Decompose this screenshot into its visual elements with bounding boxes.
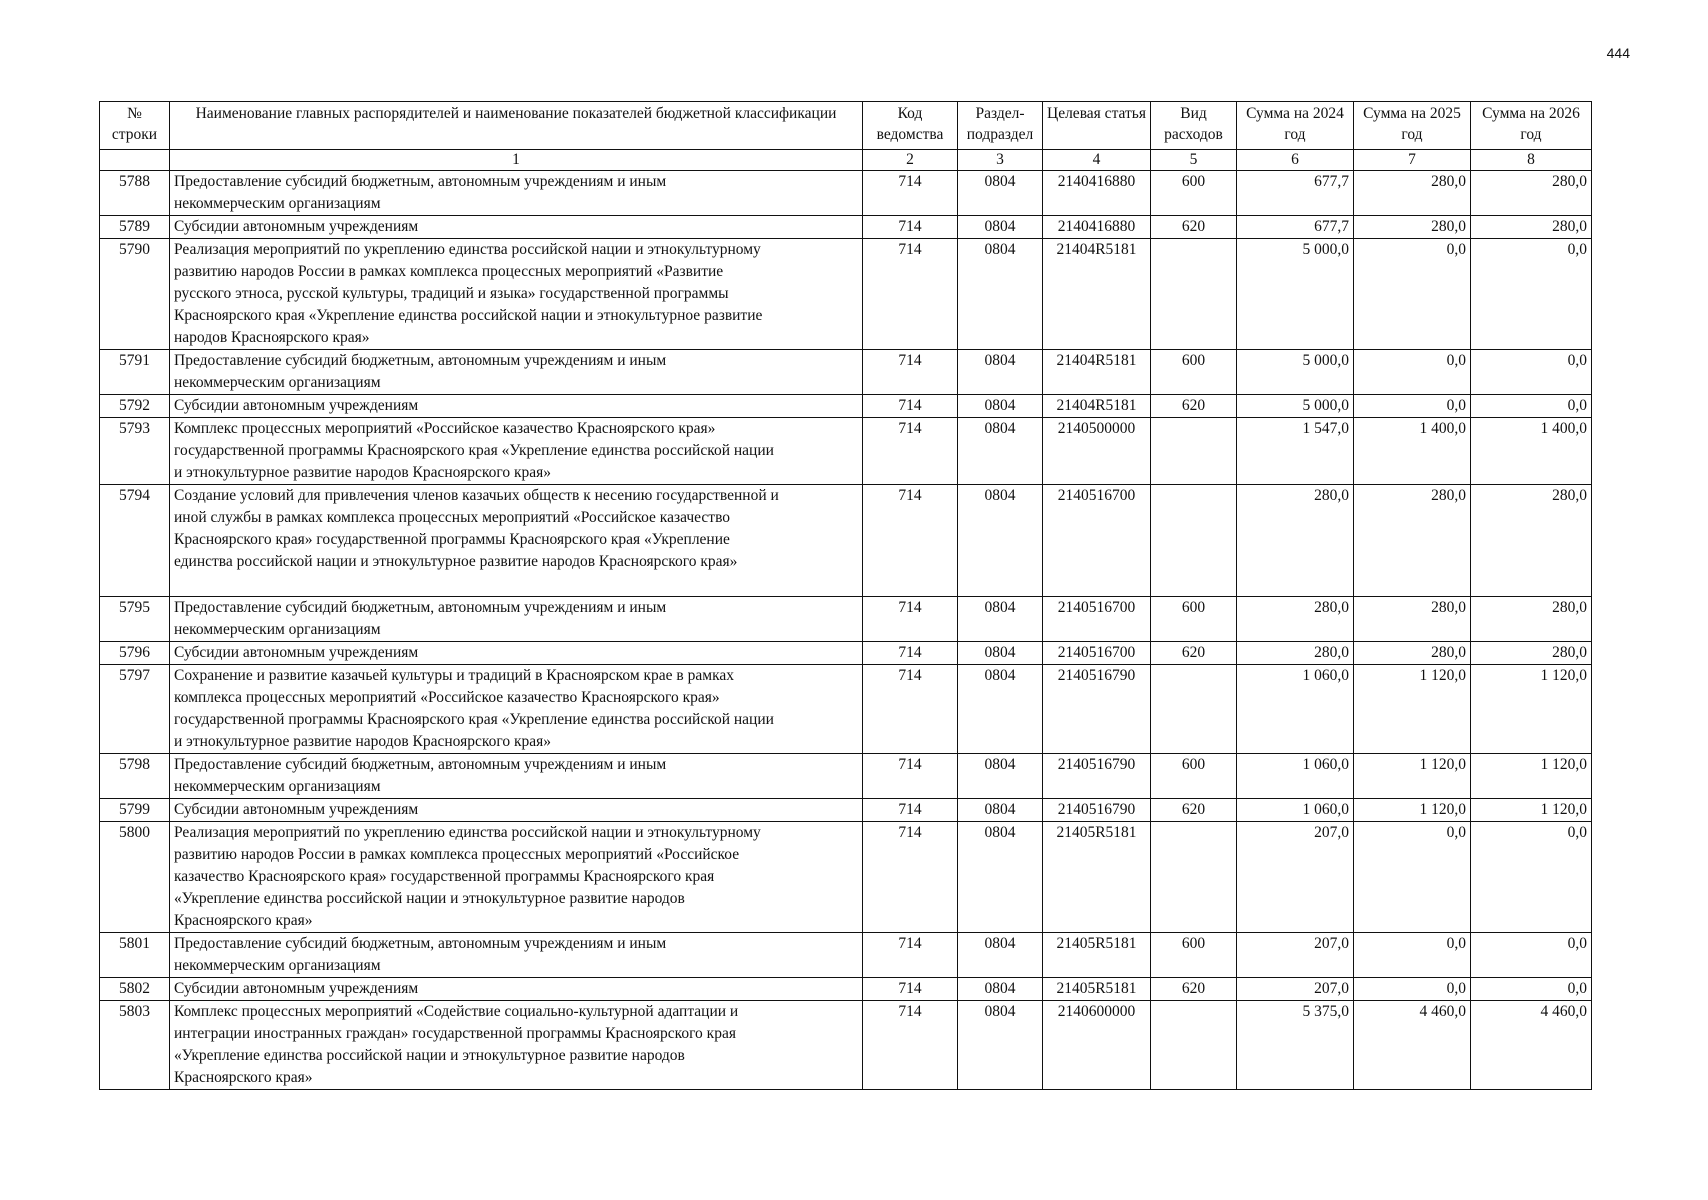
row-target-article: 21404R5181: [1043, 395, 1151, 418]
row-sum-2025: 0,0: [1354, 978, 1471, 1001]
row-name: Сохранение и развитие казачьей культуры и традиций в Красноярском крае в рамках комплекса процессных мероприятий «Российское казачество Красноярского края» государственной программы Красноярского края «Укрепление единства российской нации и этнокультурное развитие народов Красноярского края»: [170, 665, 863, 754]
row-expense-type: [1151, 418, 1237, 485]
table-row: [100, 799, 1592, 822]
row-sum-2026: 280,0: [1471, 485, 1592, 597]
row-section: 0804: [958, 642, 1043, 665]
table-row: [100, 171, 1592, 216]
header-target-article: Целевая статья: [1043, 102, 1151, 150]
budget-table: [99, 101, 1592, 1090]
row-expense-type: 620: [1151, 216, 1237, 239]
row-sum-2026: 280,0: [1471, 216, 1592, 239]
row-target-article: 21405R5181: [1043, 978, 1151, 1001]
row-name: Реализация мероприятий по укреплению единства российской нации и этнокультурному развитию народов России в рамках комплекса процессных мероприятий «Развитие русского этноса, русской культуры, традиций и языка» государственной программы Красноярского края «Укрепление единства российской нации и этнокультурное развитие народов Красноярского края»: [170, 239, 863, 350]
row-expense-type: 600: [1151, 171, 1237, 216]
row-sum-2026: 280,0: [1471, 597, 1592, 642]
column-number: 5: [1151, 150, 1237, 171]
row-target-article: 2140516700: [1043, 597, 1151, 642]
row-expense-type: 600: [1151, 933, 1237, 978]
row-name: Предоставление субсидий бюджетным, автономным учреждениям и иным некоммерческим организациям: [170, 597, 863, 642]
row-target-article: 2140516790: [1043, 799, 1151, 822]
row-sum-2024: 1 060,0: [1237, 754, 1354, 799]
row-sum-2024: 280,0: [1237, 642, 1354, 665]
row-section: 0804: [958, 1001, 1043, 1090]
row-target-article: 2140600000: [1043, 1001, 1151, 1090]
row-expense-type: 600: [1151, 597, 1237, 642]
row-expense-type: [1151, 1001, 1237, 1090]
column-number: 6: [1237, 150, 1354, 171]
row-sum-2025: 280,0: [1354, 597, 1471, 642]
row-number: 5796: [100, 642, 170, 665]
row-target-article: 21405R5181: [1043, 933, 1151, 978]
row-sum-2024: 5 000,0: [1237, 395, 1354, 418]
row-expense-type: [1151, 239, 1237, 350]
row-number: 5790: [100, 239, 170, 350]
table-row: [100, 395, 1592, 418]
row-sum-2024: 207,0: [1237, 822, 1354, 933]
row-number: 5803: [100, 1001, 170, 1090]
row-number: 5800: [100, 822, 170, 933]
row-number: 5795: [100, 597, 170, 642]
row-department-code: 714: [863, 822, 958, 933]
row-sum-2025: 1 400,0: [1354, 418, 1471, 485]
row-expense-type: 620: [1151, 395, 1237, 418]
table-row: [100, 597, 1592, 642]
column-number: 8: [1471, 150, 1592, 171]
row-department-code: 714: [863, 978, 958, 1001]
table-row: [100, 754, 1592, 799]
header-row-number: № строки: [100, 102, 170, 150]
table-row: [100, 350, 1592, 395]
column-number: 2: [863, 150, 958, 171]
column-number: 7: [1354, 150, 1471, 171]
row-target-article: 2140416880: [1043, 171, 1151, 216]
row-department-code: 714: [863, 665, 958, 754]
row-expense-type: [1151, 822, 1237, 933]
column-number: [100, 150, 170, 171]
row-name: Субсидии автономным учреждениям: [170, 395, 863, 418]
row-department-code: 714: [863, 216, 958, 239]
row-name: Реализация мероприятий по укреплению единства российской нации и этнокультурному развитию народов России в рамках комплекса процессных мероприятий «Российское казачество Красноярского края» государственной программы Красноярского края «Укрепление единства российской нации и этнокультурное развитие народов Красноярского края»: [170, 822, 863, 933]
header-section: Раздел- подраздел: [958, 102, 1043, 150]
row-department-code: 714: [863, 642, 958, 665]
row-name: Комплекс процессных мероприятий «Российское казачество Красноярского края» государственной программы Красноярского края «Укрепление единства российской нации и этнокультурное развитие народов Красноярского края»: [170, 418, 863, 485]
row-target-article: 2140500000: [1043, 418, 1151, 485]
row-number: 5801: [100, 933, 170, 978]
row-sum-2025: 280,0: [1354, 216, 1471, 239]
row-sum-2026: 1 120,0: [1471, 799, 1592, 822]
row-name: Предоставление субсидий бюджетным, автономным учреждениям и иным некоммерческим организациям: [170, 933, 863, 978]
row-number: 5793: [100, 418, 170, 485]
row-expense-type: [1151, 485, 1237, 597]
row-section: 0804: [958, 597, 1043, 642]
row-sum-2024: 280,0: [1237, 485, 1354, 597]
row-sum-2024: 5 375,0: [1237, 1001, 1354, 1090]
row-department-code: 714: [863, 754, 958, 799]
row-section: 0804: [958, 216, 1043, 239]
row-sum-2026: 1 400,0: [1471, 418, 1592, 485]
row-sum-2024: 1 060,0: [1237, 665, 1354, 754]
row-sum-2026: 280,0: [1471, 171, 1592, 216]
column-number: 3: [958, 150, 1043, 171]
row-sum-2026: 1 120,0: [1471, 665, 1592, 754]
header-sum-2026: Сумма на 2026 год: [1471, 102, 1592, 150]
row-number: 5794: [100, 485, 170, 597]
row-number: 5798: [100, 754, 170, 799]
row-department-code: 714: [863, 933, 958, 978]
row-section: 0804: [958, 171, 1043, 216]
column-number: 1: [170, 150, 863, 171]
row-department-code: 714: [863, 418, 958, 485]
row-section: 0804: [958, 485, 1043, 597]
row-expense-type: 620: [1151, 978, 1237, 1001]
row-section: 0804: [958, 799, 1043, 822]
row-name: Субсидии автономным учреждениям: [170, 978, 863, 1001]
row-target-article: 2140416880: [1043, 216, 1151, 239]
row-expense-type: 600: [1151, 350, 1237, 395]
row-sum-2024: 5 000,0: [1237, 239, 1354, 350]
row-department-code: 714: [863, 485, 958, 597]
row-department-code: 714: [863, 171, 958, 216]
row-name: Субсидии автономным учреждениям: [170, 216, 863, 239]
row-sum-2026: 0,0: [1471, 978, 1592, 1001]
row-target-article: 21404R5181: [1043, 239, 1151, 350]
row-section: 0804: [958, 978, 1043, 1001]
row-sum-2025: 1 120,0: [1354, 799, 1471, 822]
row-name: Комплекс процессных мероприятий «Содействие социально-культурной адаптации и интеграции иностранных граждан» государственной программы Красноярского края «Укрепление единства российской нации и этнокультурное развитие народов Красноярского края»: [170, 1001, 863, 1090]
row-section: 0804: [958, 350, 1043, 395]
header-row: [100, 102, 1592, 150]
row-number: 5797: [100, 665, 170, 754]
row-sum-2024: 677,7: [1237, 171, 1354, 216]
row-number: 5799: [100, 799, 170, 822]
row-sum-2025: 0,0: [1354, 933, 1471, 978]
row-department-code: 714: [863, 1001, 958, 1090]
header-department-code: Код ведомства: [863, 102, 958, 150]
row-section: 0804: [958, 933, 1043, 978]
row-sum-2026: 4 460,0: [1471, 1001, 1592, 1090]
row-sum-2024: 677,7: [1237, 216, 1354, 239]
row-sum-2025: 0,0: [1354, 822, 1471, 933]
row-expense-type: 620: [1151, 799, 1237, 822]
table-row: [100, 239, 1592, 350]
row-name: Создание условий для привлечения членов казачьих обществ к несению государственной и иной службы в рамках комплекса процессных мероприятий «Российское казачество Красноярского края» государственной программы Красноярского края «Укрепление единства российской нации и этнокультурное развитие народов Красноярского края»: [170, 485, 863, 597]
row-sum-2025: 0,0: [1354, 395, 1471, 418]
row-target-article: 2140516790: [1043, 665, 1151, 754]
row-section: 0804: [958, 754, 1043, 799]
row-name: Предоставление субсидий бюджетным, автономным учреждениям и иным некоммерческим организациям: [170, 171, 863, 216]
row-section: 0804: [958, 822, 1043, 933]
row-sum-2025: 0,0: [1354, 239, 1471, 350]
row-number: 5789: [100, 216, 170, 239]
row-number: 5792: [100, 395, 170, 418]
row-sum-2024: 207,0: [1237, 933, 1354, 978]
table-row: [100, 642, 1592, 665]
row-sum-2026: 0,0: [1471, 350, 1592, 395]
row-sum-2024: 5 000,0: [1237, 350, 1354, 395]
page-number: 444: [1606, 45, 1630, 61]
row-expense-type: 600: [1151, 754, 1237, 799]
row-number: 5788: [100, 171, 170, 216]
row-sum-2024: 280,0: [1237, 597, 1354, 642]
row-sum-2026: 0,0: [1471, 239, 1592, 350]
row-department-code: 714: [863, 350, 958, 395]
row-number: 5802: [100, 978, 170, 1001]
table-row: [100, 418, 1592, 485]
row-target-article: 2140516790: [1043, 754, 1151, 799]
row-name: Предоставление субсидий бюджетным, автономным учреждениям и иным некоммерческим организациям: [170, 350, 863, 395]
table-row: [100, 822, 1592, 933]
column-numbers-row: [100, 150, 1592, 171]
row-sum-2025: 0,0: [1354, 350, 1471, 395]
table-row: [100, 665, 1592, 754]
header-expense-type: Вид расходов: [1151, 102, 1237, 150]
row-section: 0804: [958, 239, 1043, 350]
row-sum-2026: 0,0: [1471, 933, 1592, 978]
row-sum-2024: 1 060,0: [1237, 799, 1354, 822]
row-target-article: 2140516700: [1043, 485, 1151, 597]
table-row: [100, 485, 1592, 597]
table-row: [100, 933, 1592, 978]
row-sum-2026: 0,0: [1471, 822, 1592, 933]
row-sum-2025: 1 120,0: [1354, 665, 1471, 754]
row-sum-2025: 280,0: [1354, 171, 1471, 216]
row-sum-2025: 280,0: [1354, 642, 1471, 665]
row-target-article: 2140516700: [1043, 642, 1151, 665]
row-sum-2026: 1 120,0: [1471, 754, 1592, 799]
table-row: [100, 1001, 1592, 1090]
row-section: 0804: [958, 395, 1043, 418]
header-name: Наименование главных распорядителей и наименование показателей бюджетной классификации: [170, 102, 863, 150]
row-section: 0804: [958, 665, 1043, 754]
row-name: Субсидии автономным учреждениям: [170, 799, 863, 822]
row-sum-2024: 1 547,0: [1237, 418, 1354, 485]
column-number: 4: [1043, 150, 1151, 171]
row-sum-2025: 4 460,0: [1354, 1001, 1471, 1090]
row-target-article: 21405R5181: [1043, 822, 1151, 933]
row-number: 5791: [100, 350, 170, 395]
row-target-article: 21404R5181: [1043, 350, 1151, 395]
row-sum-2024: 207,0: [1237, 978, 1354, 1001]
row-expense-type: [1151, 665, 1237, 754]
table-row: [100, 216, 1592, 239]
row-name: Субсидии автономным учреждениям: [170, 642, 863, 665]
table-row: [100, 978, 1592, 1001]
row-department-code: 714: [863, 597, 958, 642]
row-sum-2025: 280,0: [1354, 485, 1471, 597]
row-section: 0804: [958, 418, 1043, 485]
row-name: Предоставление субсидий бюджетным, автономным учреждениям и иным некоммерческим организациям: [170, 754, 863, 799]
row-sum-2025: 1 120,0: [1354, 754, 1471, 799]
header-sum-2024: Сумма на 2024 год: [1237, 102, 1354, 150]
header-sum-2025: Сумма на 2025 год: [1354, 102, 1471, 150]
row-sum-2026: 0,0: [1471, 395, 1592, 418]
row-department-code: 714: [863, 239, 958, 350]
row-sum-2026: 280,0: [1471, 642, 1592, 665]
row-expense-type: 620: [1151, 642, 1237, 665]
row-department-code: 714: [863, 799, 958, 822]
row-department-code: 714: [863, 395, 958, 418]
